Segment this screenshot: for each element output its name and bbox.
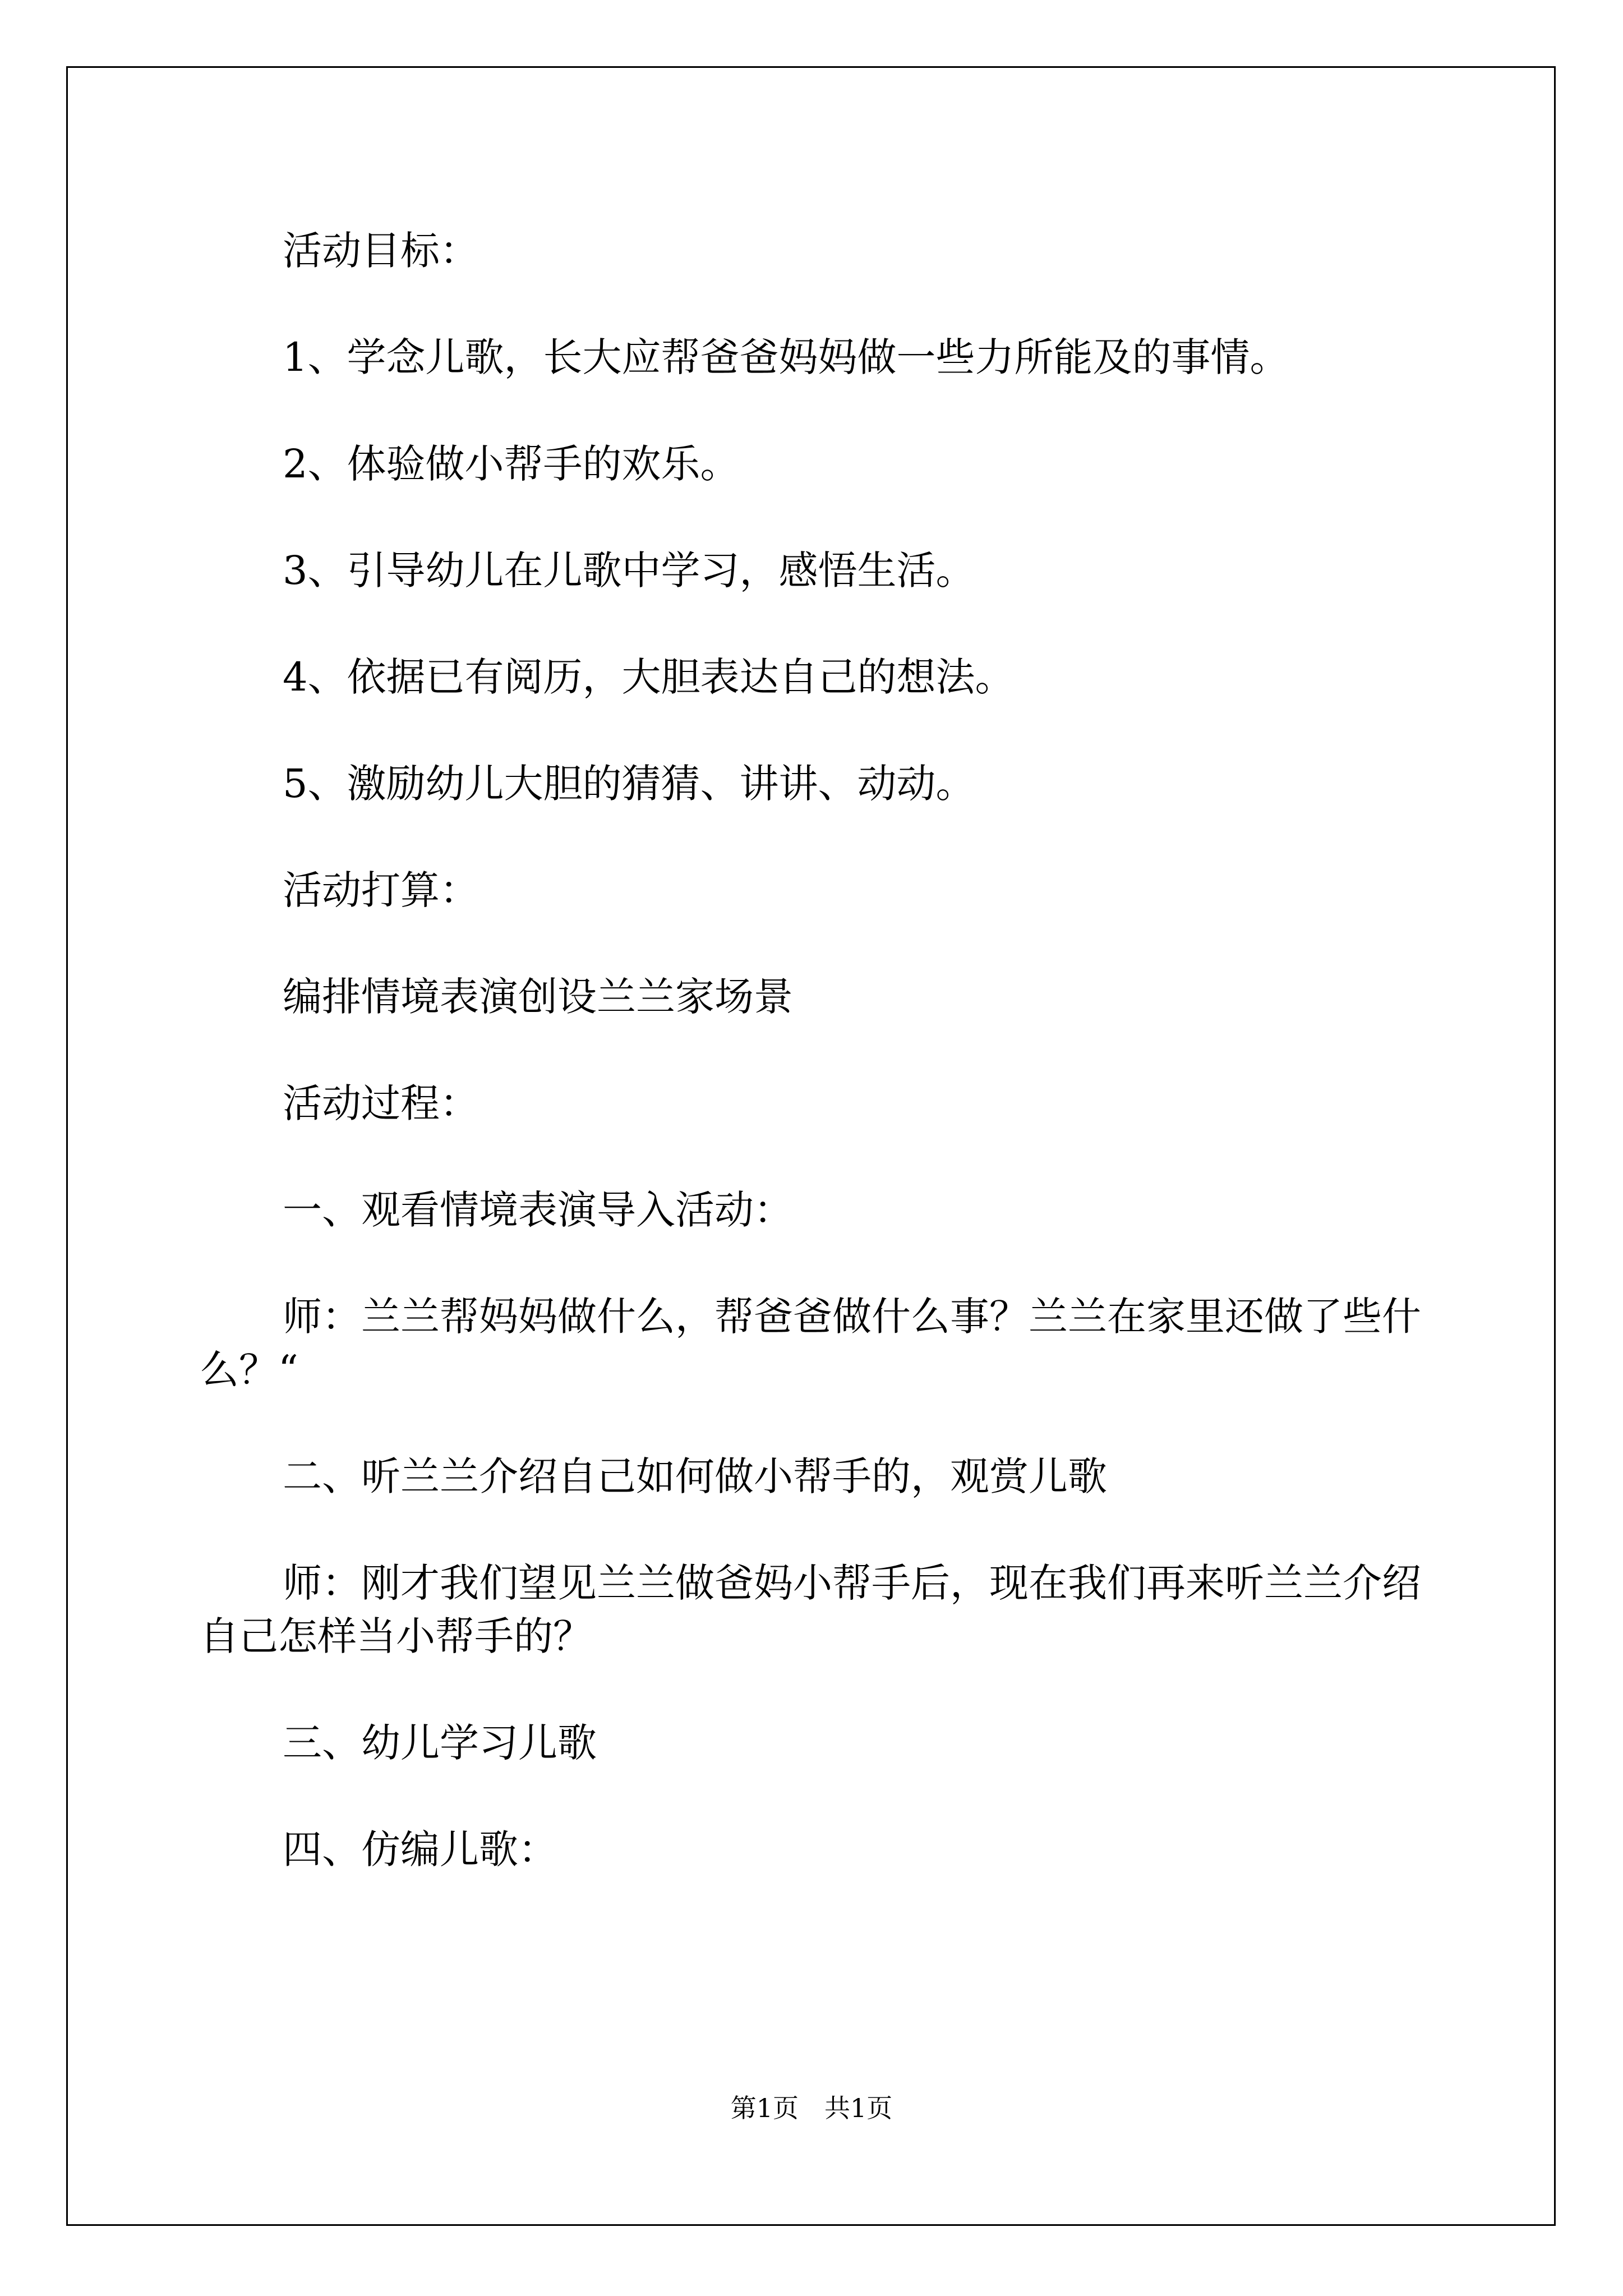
paragraph: 四、仿编儿歌：	[283, 1826, 557, 1872]
paragraph: 4、依据已有阅历，大胆表达自己的想法。	[283, 654, 1015, 700]
paragraph: 1、学念儿歌，长大应帮爸爸妈妈做一些力所能及的事情。	[283, 334, 1289, 380]
paragraph: 5、激励幼儿大胆的猜猜、讲讲、动动。	[283, 761, 975, 807]
paragraph: 一、观看情境表演导入活动：	[283, 1187, 793, 1233]
paragraph: 3、引导幼儿在儿歌中学习，感悟生活。	[283, 547, 975, 593]
paragraph: 师：兰兰帮妈妈做什么，帮爸爸做什么事？兰兰在家里还做了些什么？“	[200, 1294, 1421, 1393]
document-body	[200, 224, 1433, 1930]
paragraph: 活动目标：	[283, 228, 479, 274]
paragraph: 活动过程：	[283, 1080, 479, 1126]
paragraph: 编排情境表演创设兰兰家场景	[283, 974, 793, 1020]
page-footer: 第1页 共1页	[730, 2093, 893, 2123]
paragraph: 活动打算：	[283, 867, 479, 913]
paragraph: 二、听兰兰介绍自己如何做小帮手的，观赏儿歌	[283, 1453, 1107, 1499]
paragraph: 2、体验做小帮手的欢乐。	[283, 441, 740, 487]
paragraph: 师：刚才我们望见兰兰做爸妈小帮手后，现在我们再来听兰兰介绍自己怎样当小帮手的？	[200, 1560, 1421, 1659]
paragraph: 三、幼儿学习儿歌	[283, 1720, 597, 1766]
